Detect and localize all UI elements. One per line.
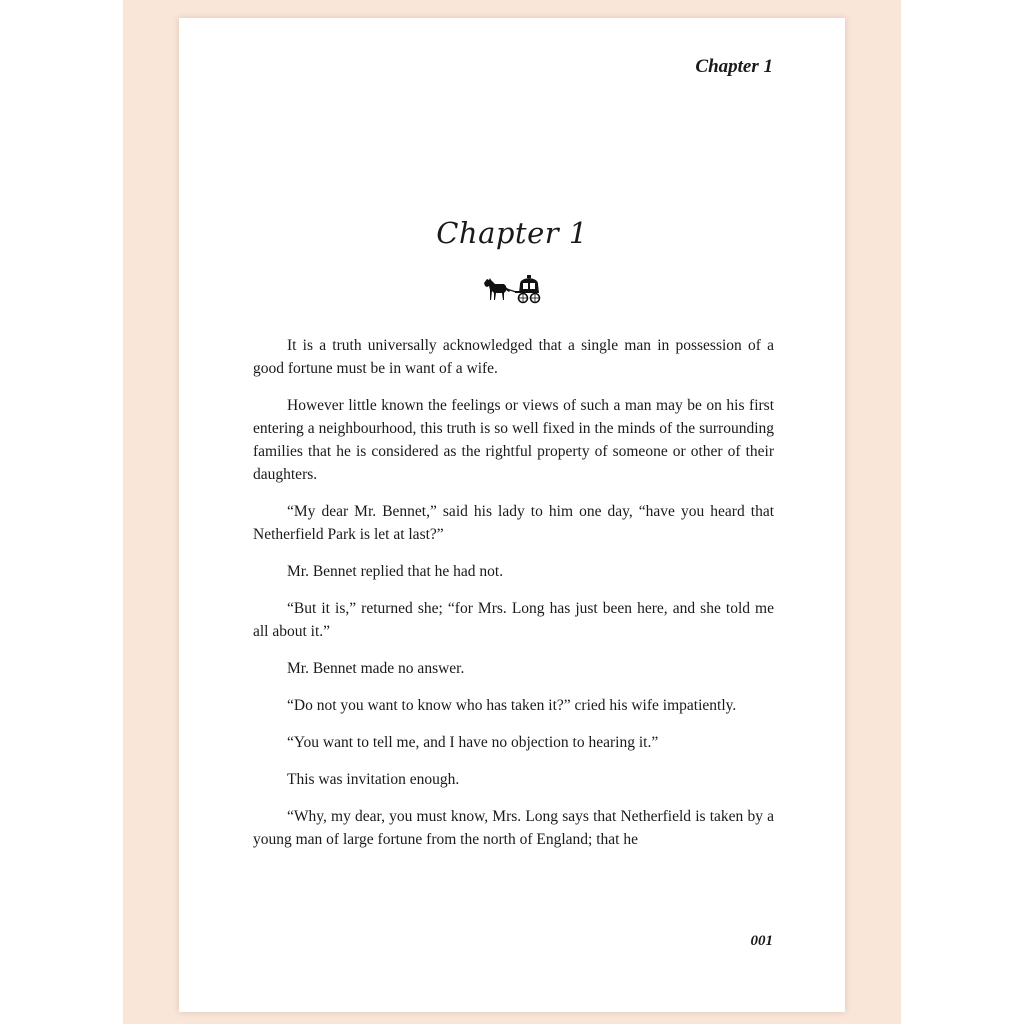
running-header: Chapter 1 [695, 56, 773, 77]
paragraph: “Do not you want to know who has taken it?” cried his wife impatiently. [287, 697, 737, 714]
page-number: 001 [750, 933, 773, 949]
horse-carriage-icon [482, 274, 544, 304]
paragraph: Mr. Bennet replied that he had not. [287, 563, 504, 580]
chapter-body [253, 334, 774, 865]
paragraph: It is a truth universally acknowledged that a single man in possession of a good fortune must be in want of a wife. [253, 337, 774, 377]
paragraph: “Why, my dear, you must know, Mrs. Long says that Netherfield is taken by a young man of large fortune from the north of England; that he [253, 808, 774, 848]
chapter-title: Chapter 1 [436, 216, 588, 250]
paragraph: However little known the feelings or views of such a man may be on his first entering a neighbourhood, this truth is so well fixed in the minds of the surrounding families that he is considered as the rightful property of someone or other of their daughters. [253, 397, 774, 483]
paragraph: This was invitation enough. [287, 771, 460, 788]
paragraph: “My dear Mr. Bennet,” said his lady to him one day, “have you heard that Netherfield Park is let at last?” [253, 503, 774, 543]
book-page [179, 18, 845, 1012]
paragraph: “But it is,” returned she; “for Mrs. Long has just been here, and she told me all about it.” [253, 600, 774, 640]
paragraph: Mr. Bennet made no answer. [287, 660, 465, 677]
paragraph: “You want to tell me, and I have no objection to hearing it.” [287, 734, 659, 751]
